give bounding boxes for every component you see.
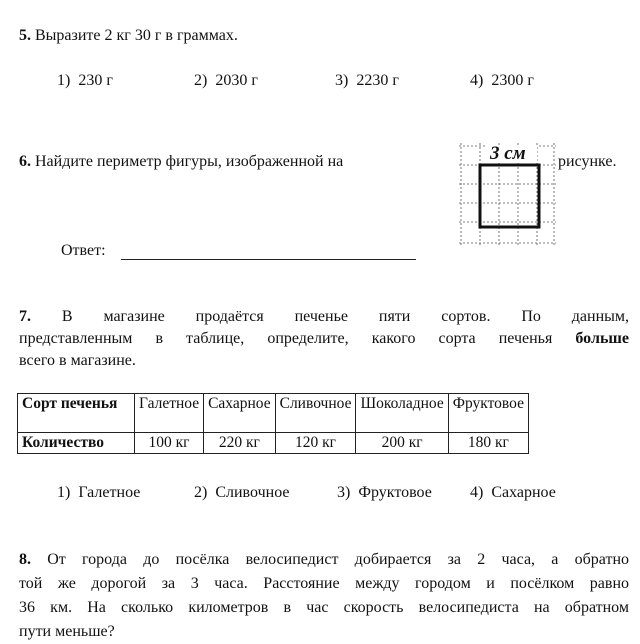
task5-option-4 — [470, 72, 534, 90]
task7-line-1 — [19, 306, 629, 328]
option-text: 230 г — [78, 72, 113, 89]
task8-line-4: пути меньше? — [19, 623, 115, 640]
option-number: 2) — [194, 484, 208, 501]
task5-question — [19, 27, 238, 45]
task8-line-1 — [19, 548, 629, 572]
task7-bold-word: больше — [575, 330, 630, 347]
table-cell: 120 кг — [275, 433, 356, 454]
task6-number: 6. — [19, 153, 31, 170]
table-cell: Сахарное — [204, 394, 276, 433]
task6-question — [19, 153, 343, 171]
square-shape — [480, 165, 539, 227]
task5-option-2 — [194, 72, 258, 90]
task5-question-text: Выразите 2 кг 30 г в граммах. — [35, 27, 238, 44]
task7-line-2 — [19, 328, 629, 350]
task7-option-1 — [57, 484, 140, 502]
option-number: 4) — [470, 484, 484, 501]
option-number: 4) — [470, 72, 484, 89]
option-number: 3) — [335, 72, 349, 89]
option-text: Сахарное — [491, 484, 556, 501]
task8-line1-text: От города до посёлка велосипедист добирается за 2 часа, а обратно — [47, 551, 629, 568]
option-text: 2030 г — [215, 72, 258, 89]
task7-option-2 — [194, 484, 289, 502]
task8-line-3: 36 км. На сколько километров в час скорость велосипедиста на обратном — [19, 599, 629, 616]
option-number: 2) — [194, 72, 208, 89]
table-row — [18, 394, 529, 433]
table-cell: Галетное — [135, 394, 204, 433]
task5-number: 5. — [19, 27, 31, 44]
table-cell: 220 кг — [204, 433, 276, 454]
task7-line-3: всего в магазине. — [19, 352, 136, 369]
task8-question — [19, 548, 629, 644]
task7-option-4 — [470, 484, 556, 502]
table-cell: Сливочное — [275, 394, 356, 433]
option-number: 1) — [57, 72, 71, 89]
task7-line1-text: В магазине продаётся печенье пяти сортов. По данным, — [61, 308, 630, 325]
task8-number: 8. — [19, 551, 31, 568]
option-number: 3) — [337, 484, 351, 501]
table-header-amount: Количество — [18, 433, 135, 454]
task7-number: 7. — [19, 308, 31, 325]
table-cell: 200 кг — [356, 433, 448, 454]
table-header-sort: Сорт печенья — [18, 394, 135, 433]
task8-line-2: той же дорогой за 3 часа. Расстояние между городом и посёлком равно — [19, 575, 629, 592]
option-text: 2230 г — [356, 72, 399, 89]
task6-answer-line[interactable] — [121, 259, 416, 260]
task5-option-3 — [335, 72, 399, 90]
option-text: Фруктовое — [358, 484, 432, 501]
task7-line2-text: представленным в таблице, определите, какого сорта печенья — [19, 330, 553, 347]
task5-option-1 — [57, 72, 113, 90]
square-figure — [459, 143, 556, 246]
cookie-table — [17, 393, 529, 454]
task6-question-end: рисунке. — [558, 153, 617, 170]
table-row — [18, 433, 529, 454]
option-text: Сливочное — [215, 484, 290, 501]
task7-question — [19, 306, 629, 372]
option-text: 2300 г — [491, 72, 534, 89]
task7-option-3 — [337, 484, 432, 502]
figure-side-label: 3 см — [490, 143, 526, 164]
table-cell: Фруктовое — [448, 394, 528, 433]
option-number: 1) — [57, 484, 71, 501]
table-cell: 180 кг — [448, 433, 528, 454]
task6-answer-label: Ответ: — [61, 242, 106, 259]
option-text: Галетное — [78, 484, 141, 501]
table-cell: 100 кг — [135, 433, 204, 454]
task6-question-start: Найдите периметр фигуры, изображенной на — [35, 153, 344, 170]
table-cell: Шоколадное — [356, 394, 448, 433]
